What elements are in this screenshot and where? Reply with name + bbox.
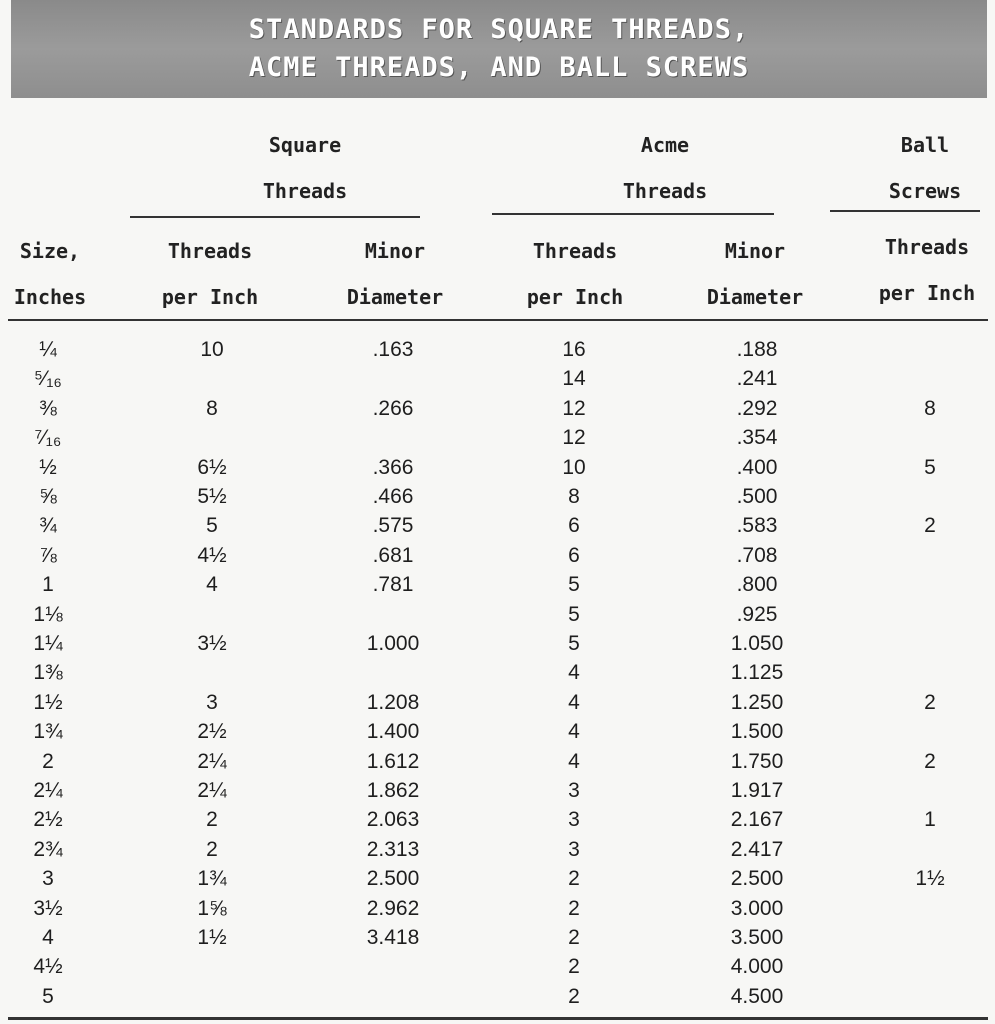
square-minor-diameter-cell: 1.400: [366, 720, 420, 744]
ball-tpi-cell: [890, 894, 970, 923]
ball-tpi-cell: 1: [924, 808, 936, 832]
acme-tpi-cell: 4: [568, 720, 580, 744]
acme-tpi-cell: 4: [568, 661, 580, 685]
acme-tpi-cell: 2: [568, 984, 580, 1008]
acme-tpi-cell: 3: [568, 808, 580, 832]
acme-tpi-cell: 2: [568, 955, 580, 979]
column-header-line-2: per Inch: [878, 281, 976, 305]
acme-tpi-cell: 12: [562, 396, 586, 420]
group-header-line-1: Square: [268, 133, 342, 157]
square-minor-diameter-cell: [343, 364, 443, 393]
square-minor-diameter-cell: .366: [372, 455, 414, 479]
acme-minor-diameter-cell: .583: [736, 514, 778, 538]
group-header-line-2: Threads: [622, 179, 708, 203]
acme-minor-diameter-cell: 3.000: [730, 896, 784, 920]
square-tpi-cell: [167, 423, 257, 452]
acme-tpi-cell: 3: [568, 779, 580, 802]
size-cell: 1½: [33, 690, 63, 714]
square-minor-diameter-cell: .681: [372, 543, 414, 567]
square-minor-diameter-cell: 1.862: [366, 779, 420, 802]
square-tpi-cell: 2: [206, 808, 218, 832]
square-minor-diameter-cell: [343, 600, 443, 629]
acme-minor-diameter-cell: .708: [736, 543, 778, 567]
square-minor-diameter-cell: .781: [372, 573, 414, 597]
square-tpi-cell: [167, 658, 257, 687]
column-header-line-2: Diameter: [706, 285, 804, 309]
column-header-line-1: Size,: [19, 239, 81, 263]
acme-tpi-cell: 4: [568, 749, 580, 773]
acme-minor-diameter-cell: 1.125: [730, 661, 784, 685]
acme-minor-diameter-cell: .292: [736, 396, 778, 420]
size-cell: 3: [42, 867, 54, 891]
acme-tpi-cell: 2: [568, 926, 580, 949]
square-minor-diameter-cell: .575: [372, 514, 414, 538]
size-cell: 2¼: [33, 779, 63, 802]
ball-tpi-cell: [890, 717, 970, 746]
acme-minor-diameter-cell: 1.500: [730, 720, 784, 744]
square-minor-diameter-cell: .466: [372, 485, 414, 508]
size-cell: 2¾: [33, 837, 63, 861]
column-header-line-1: Minor: [724, 239, 786, 263]
column-header-acme-minor-diameter: [685, 228, 825, 320]
square-tpi-cell: 4: [206, 573, 218, 597]
square-minor-diameter-cell: 2.313: [366, 837, 420, 861]
ball-tpi-cell: 1½: [915, 867, 945, 891]
acme-tpi-cell: 2: [568, 896, 580, 920]
size-cell: 2½: [33, 808, 63, 832]
square-minor-diameter-cell: [343, 982, 443, 1011]
square-tpi-cell: 2½: [197, 720, 227, 744]
group-rule-acme: [492, 213, 774, 215]
square-tpi-cell: 2¼: [197, 749, 227, 773]
size-cell: ½: [39, 455, 57, 479]
acme-tpi-cell: 5: [568, 632, 580, 655]
ball-tpi-cell: 8: [924, 396, 936, 420]
acme-minor-diameter-cell: 2.500: [730, 867, 784, 891]
acme-minor-diameter-cell: 3.500: [730, 926, 784, 949]
title-banner: [11, 0, 987, 98]
column-header-line-2: per Inch: [161, 285, 259, 309]
size-cell: 2: [42, 749, 54, 773]
ball-tpi-cell: [890, 423, 970, 452]
ball-tpi-cell: [890, 923, 970, 952]
acme-minor-diameter-cell: 4.500: [730, 984, 784, 1008]
column-header-square-minor-diameter: [325, 228, 465, 320]
square-minor-diameter-cell: [343, 423, 443, 452]
column-header-line-1: Threads: [532, 239, 618, 263]
square-minor-diameter-cell: 2.500: [366, 867, 420, 891]
acme-tpi-cell: 2: [568, 867, 580, 891]
ball-tpi-cell: [890, 982, 970, 1011]
ball-tpi-cell: [890, 629, 970, 658]
square-tpi-cell: 1⅝: [197, 896, 227, 920]
group-header-acme-threads: [510, 122, 820, 214]
acme-tpi-cell: 4: [568, 690, 580, 714]
acme-tpi-cell: 6: [568, 543, 580, 567]
column-header-ball-tpi: [862, 224, 992, 316]
ball-tpi-cell: [890, 776, 970, 805]
acme-minor-diameter-cell: .400: [736, 455, 778, 479]
size-cell: ⅜: [39, 396, 57, 420]
group-header-ball-screws: [860, 122, 990, 214]
ball-tpi-cell: [890, 570, 970, 599]
ball-tpi-cell: [890, 335, 970, 364]
size-cell: ¼: [39, 338, 57, 361]
square-minor-diameter-cell: 1.612: [366, 749, 420, 773]
acme-minor-diameter-cell: 1.750: [730, 749, 784, 773]
acme-tpi-cell: 14: [562, 367, 586, 391]
column-header-line-2: per Inch: [526, 285, 624, 309]
square-minor-diameter-cell: 3.418: [366, 926, 420, 949]
acme-minor-diameter-cell: 4.000: [730, 955, 784, 979]
ball-tpi-cell: [890, 482, 970, 511]
acme-minor-diameter-cell: .500: [736, 485, 778, 508]
size-cell: ¾: [39, 514, 57, 538]
acme-minor-diameter-cell: .241: [736, 367, 778, 391]
size-cell: 1⅛: [33, 602, 63, 626]
header-rule: [8, 319, 988, 321]
ball-tpi-cell: [890, 364, 970, 393]
square-minor-diameter-cell: [343, 658, 443, 687]
acme-tpi-cell: 12: [562, 426, 586, 450]
ball-tpi-cell: [890, 541, 970, 570]
acme-tpi-cell: 5: [568, 602, 580, 626]
acme-tpi-cell: 6: [568, 514, 580, 538]
square-tpi-cell: [167, 364, 257, 393]
group-rule-ball: [830, 210, 980, 212]
acme-minor-diameter-cell: .188: [736, 338, 778, 361]
acme-tpi-cell: 8: [568, 485, 580, 508]
square-tpi-cell: 5: [206, 514, 218, 538]
title-line-2: ACME THREADS, AND BALL SCREWS: [248, 52, 750, 83]
size-cell: 4½: [33, 955, 63, 979]
acme-minor-diameter-cell: .800: [736, 573, 778, 597]
square-tpi-cell: 6½: [197, 455, 227, 479]
square-minor-diameter-cell: .266: [372, 396, 414, 420]
size-cell: 5: [42, 984, 54, 1008]
size-cell: 1: [42, 573, 54, 597]
acme-minor-diameter-cell: 2.417: [730, 837, 784, 861]
title-line-1: STANDARDS FOR SQUARE THREADS,: [248, 14, 750, 45]
acme-minor-diameter-cell: 1.917: [730, 779, 784, 802]
size-cell: ⁷⁄₁₆: [34, 426, 62, 450]
size-cell: ⅝: [39, 485, 57, 508]
ball-tpi-cell: [890, 952, 970, 981]
ball-tpi-cell: [890, 835, 970, 864]
square-minor-diameter-cell: 2.063: [366, 808, 420, 832]
square-tpi-cell: 2¼: [197, 779, 227, 802]
acme-tpi-cell: 3: [568, 837, 580, 861]
square-tpi-cell: 2: [206, 837, 218, 861]
column-header-acme-tpi: [505, 228, 645, 320]
square-tpi-cell: 4½: [197, 543, 227, 567]
group-header-line-2: Screws: [888, 179, 962, 203]
square-minor-diameter-cell: 2.962: [366, 896, 420, 920]
group-rule-square: [130, 216, 420, 218]
acme-tpi-cell: 10: [562, 455, 586, 479]
size-cell: 4: [42, 926, 54, 949]
size-cell: 1¼: [33, 632, 63, 655]
square-minor-diameter-cell: 1.208: [366, 690, 420, 714]
ball-tpi-cell: 2: [924, 514, 936, 538]
column-header-line-1: Threads: [884, 235, 970, 259]
column-header-size: [5, 228, 95, 320]
size-cell: 1⅜: [33, 661, 63, 685]
ball-tpi-cell: 5: [924, 455, 936, 479]
column-header-square-tpi: [140, 228, 280, 320]
acme-minor-diameter-cell: 1.050: [730, 632, 784, 655]
square-tpi-cell: [167, 952, 257, 981]
square-tpi-cell: 1½: [197, 926, 227, 949]
size-cell: 3½: [33, 896, 63, 920]
square-tpi-cell: 1¾: [197, 867, 227, 891]
square-tpi-cell: 5½: [197, 485, 227, 508]
ball-tpi-cell: [890, 600, 970, 629]
column-header-line-2: Inches: [13, 285, 87, 309]
column-header-line-1: Threads: [167, 239, 253, 263]
square-tpi-cell: 8: [206, 396, 218, 420]
square-tpi-cell: 10: [200, 338, 224, 361]
acme-tpi-cell: 5: [568, 573, 580, 597]
square-minor-diameter-cell: [343, 952, 443, 981]
size-cell: 1¾: [33, 720, 63, 744]
acme-tpi-cell: 16: [562, 338, 586, 361]
column-header-line-2: Diameter: [346, 285, 444, 309]
column-header-line-1: Minor: [364, 239, 426, 263]
group-header-line-1: Ball: [900, 133, 950, 157]
group-header-line-2: Threads: [262, 179, 348, 203]
ball-tpi-cell: [890, 658, 970, 687]
acme-minor-diameter-cell: 1.250: [730, 690, 784, 714]
acme-minor-diameter-cell: 2.167: [730, 808, 784, 832]
bottom-rule: [8, 1017, 988, 1020]
group-header-line-1: Acme: [640, 133, 690, 157]
square-tpi-cell: 3: [206, 690, 218, 714]
acme-minor-diameter-cell: .354: [736, 426, 778, 450]
acme-minor-diameter-cell: .925: [736, 602, 778, 626]
group-header-square-threads: [150, 122, 460, 214]
ball-tpi-cell: 2: [924, 690, 936, 714]
size-cell: ⅞: [39, 543, 57, 567]
square-tpi-cell: [167, 982, 257, 1011]
size-cell: ⁵⁄₁₆: [34, 367, 62, 391]
ball-tpi-cell: 2: [924, 749, 936, 773]
square-tpi-cell: 3½: [197, 632, 227, 655]
square-minor-diameter-cell: .163: [372, 338, 414, 361]
square-minor-diameter-cell: 1.000: [366, 632, 420, 655]
square-tpi-cell: [167, 600, 257, 629]
